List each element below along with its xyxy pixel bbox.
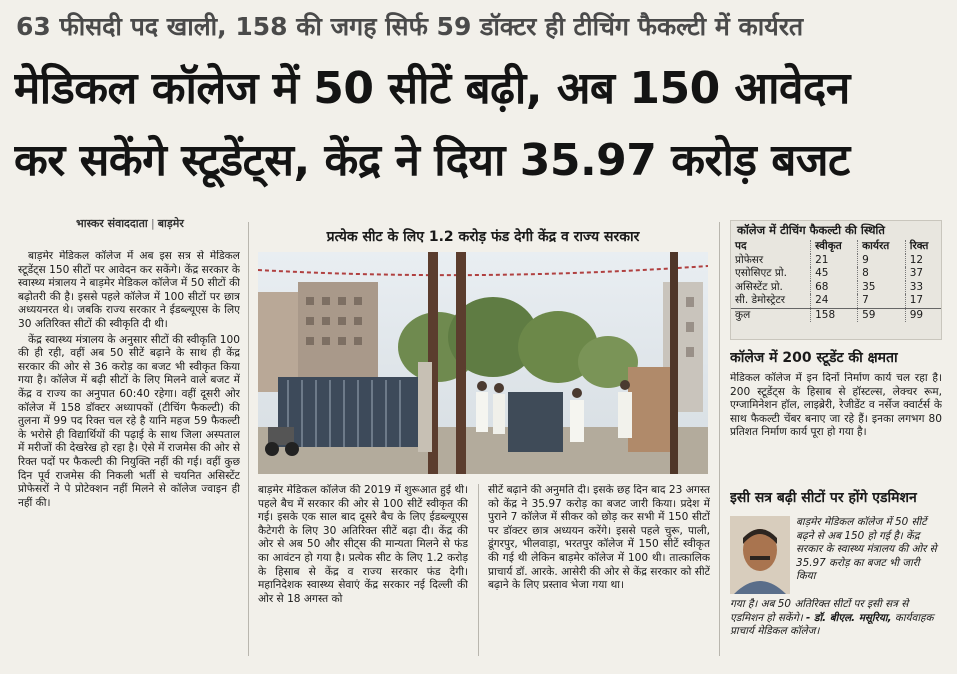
faculty-status-box [730,220,942,340]
table-header-cell: रिक्त [905,240,941,254]
article-column-3 [488,484,710,656]
faculty-table [731,240,941,322]
table-cell: 35 [858,281,906,295]
table-cell: 24 [811,294,858,308]
quote-text: गया है। अब 50 अतिरिक्त सीटों पर इसी सत्र से एडमिशन हो सकेंगे। [730,598,909,624]
table-cell: प्रोफेसर [735,253,764,266]
principal-portrait [730,516,790,594]
principal-quote-bottom [730,598,942,658]
quote-designation: कार्यवाहक प्राचार्य मेडिकल कॉलेज। [730,611,934,638]
article-paragraph: मेडिकल कॉलेज में इन दिनों निर्माण कार्य चल रहा है। 200 स्टूडेंट्स के हिसाब से हॉस्टल्स, लेक्चर रूम, एग्जामिनेशन हॉल, लाइब्रेरी, रेजीडेंट व नर्सेज क्वार्टर्स के साथ फैकल्टी चेंबर बनाए जा रहे हैं। इनका लगभग 80 प्रतिशत निर्माण कार्य पूरा हो गया है। [730,372,942,439]
table-cell: 37 [905,267,941,281]
table-cell: 33 [905,281,941,295]
capacity-heading: कॉलेज में 200 स्टूडेंट की क्षमता [730,350,898,366]
table-cell: 158 [811,308,858,322]
table-cell: 99 [905,308,941,322]
table-cell: 21 [811,254,858,268]
byline-city: बाड़मेर [157,217,184,230]
table-cell: एसोसिएट प्रो. [735,267,787,279]
kicker-headline: 63 फीसदी पद खाली, 158 की जगह सिर्फ 59 डॉक्टर ही टीचिंग फैकल्टी में कार्यरत [16,12,804,41]
column-divider [478,484,479,656]
table-cell: सी. डेमोस्ट्रेटर [735,294,786,306]
article-column-1 [18,250,240,656]
article-paragraph: बाड़मेर मेडिकल कॉलेज की 2019 में शुरूआत हुई थी। पहले बैच में सरकार की ओर से 100 सीटें स्वीकृत की गई। इसके एक साल बाद दूसरे बैच के लिए ईडब्ल्यूएस कैटेगरी के लिए 30 अतिरिक्त सीटें बढ़ा दी। केंद्र की ओर से अब 50 और सीट्स की मान्यता मिलने से फंड का आवंटन हो गया है। प्रत्येक सीट के लिए 1.2 करोड़ के हिसाब से केंद्र व राज्य सरकार फंड देगी। महानिदेशक स्वास्थ्य सेवाएं केंद्र सरकार नई दिल्ली की ओर से 18 अगस्त को [258,484,468,605]
column-divider [719,222,720,656]
admission-heading: इसी सत्र बढ़ी सीटों पर होंगे एडमिशन [730,490,917,506]
table-cell: 8 [858,267,906,281]
table-total-row [731,308,941,322]
principal-quote-top: बाड़मेर मेडिकल कॉलेज में 50 सीटें बढ़ने से अब 150 हो गई है। केंद्र सरकार के स्वास्थ्य मंत्रालय की ओर से 35.97 करोड़ का बजट भी जारी किया [796,516,937,583]
table-row [731,267,941,281]
table-cell: 9 [858,254,906,268]
table-cell: 7 [858,294,906,308]
column-divider [248,222,249,656]
headline-line-2: कर सकेंगे स्टूडेंट्स, केंद्र ने दिया 35.97 करोड़ बजट [14,135,850,186]
table-cell: 12 [905,254,941,268]
table-row [731,254,941,268]
article-paragraph: बाड़मेर मेडिकल कॉलेज में अब इस सत्र से मेडिकल स्टूडेंट्स 150 सीटों पर आवेदन कर सकेंगे। केंद्र सरकार के स्वास्थ्य मंत्रालय ने बाड़मेर मेडिकल कॉलेज में 50 सीटों की बढ़ोतरी की है। इससे पहले कॉलेज में 100 सीटों पर छात्र अध्ययनरत थे। जबकि राज्य सरकार ने ईडब्ल्यूएस के लिए 30 अतिरिक्त सीटों की स्वीकृति दी थी। [18,250,240,330]
article-paragraph: सीटें बढ़ाने की अनुमति दी। इसके छह दिन बाद 23 अगस्त को केंद्र ने 35.97 करोड़ का बजट जारी किया। प्रदेश में पुराने 7 कॉलेज में सीकर को छोड़ कर सभी में 150 सीटों पर डॉक्टर छात्र अध्ययन करेंगे। इससे पहले चुरू, पाली, डूंगरपुर, भीलवाड़ा, भरतपुर कॉलेज में 150 सीटें स्वीकृत की गई थी लेकिन बाड़मेर कॉलेज में 100 थी। तात्कालिक प्राचार्य डॉ. आरके. आसेरी की ओर से केंद्र सरकार को सीटें बढ़ाने के लिए प्रस्ताव भेजा गया था। [488,484,710,592]
byline [76,216,184,231]
college-gate-photo [258,252,708,474]
table-header-row [731,240,941,254]
table-row [731,281,941,295]
table-header-cell: स्वीकृत [811,240,858,254]
article-column-2 [258,484,468,656]
table-cell: 68 [811,281,858,295]
headline-line-1: मेडिकल कॉलेज में 50 सीटें बढ़ी, अब 150 आवेदन [14,63,850,114]
table-cell: कुल [731,308,811,322]
photo-caption: प्रत्येक सीट के लिए 1.2 करोड़ फंड देगी केंद्र व राज्य सरकार [326,229,640,245]
table-cell: 17 [905,294,941,308]
capacity-text [730,372,942,476]
table-header-cell: कार्यरत [858,240,906,254]
table-cell: 45 [811,267,858,281]
byline-agency: भास्कर संवाददाता [76,217,148,230]
table-cell: 59 [858,308,906,322]
quote-attribution: - डॉ. बीएल. मसूरिया, [805,611,892,624]
table-header-cell: पद [735,240,747,252]
faculty-table-title: कॉलेज में टीचिंग फैकल्टी की स्थिति [737,223,885,237]
table-cell: असिस्टेंट प्रो. [735,280,783,293]
table-row [731,294,941,308]
article-paragraph: केंद्र स्वास्थ्य मंत्रालय के अनुसार सीटों की स्वीकृति 100 की ही रही, वहीं अब 50 सीटें बढ़ाने के साथ ही केंद्र सरकार की ओर से 36 करोड़ का बजट भी स्वीकृत किया गया है। कॉलेज में बढ़ी सीटों के लिए मिलने वाले बजट में केंद्र व राज्य का अनुपात 60:40 रहेगा। वहीं दूसरी ओर कॉलेज में 158 डॉक्टर अध्यापकों (टीचिंग फैकल्टी) की तुलना में 99 पद रिक्त चल रहे है यानि महज 59 फैकल्टी के भरोसे ही विद्यार्थियों की पढ़ाई के साथ जिला अस्पताल में मरीजों की देखरेख हो रहा है। ऐसे में राजमेस की ओर से रिक्त पदों पर फैकल्टी की नियुक्ति नहीं की गई। वहीं कुछ दिन पूर्व राजमेस की निकली भर्ती से चयनित असिस्टेंट प्रोफेसरों ने पे प्रोटेक्शन नहीं मिलने से कॉलेज ज्वाइन ही नहीं की। [18,333,240,509]
byline-separator: | [150,217,155,230]
